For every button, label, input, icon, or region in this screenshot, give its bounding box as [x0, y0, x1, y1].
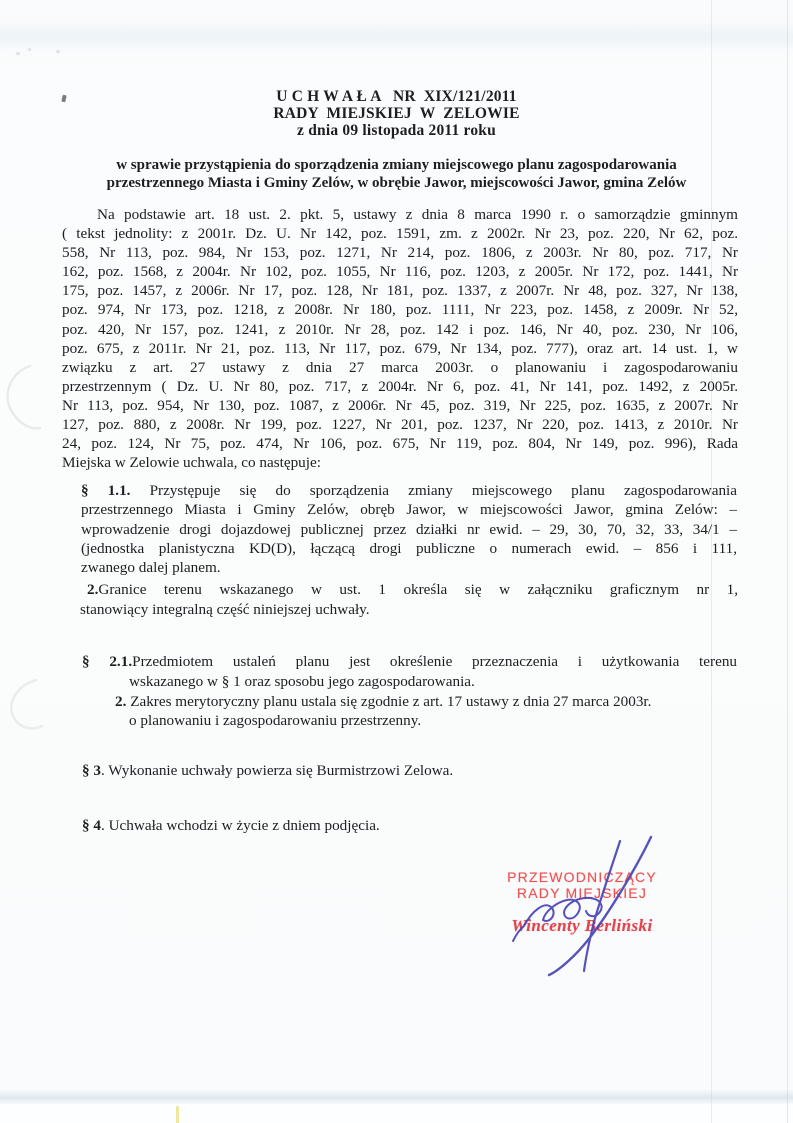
text-line: wprowadzenie drogi dojazdowej publicznej przez działki nr ewid. – 29, 30, 70, 32, 33, 34/1 –: [81, 520, 737, 538]
text-line: ( tekst jednolity: z 2001r. Dz. U. Nr 142, poz. 1591, zm. z 2002r. Nr 23, poz. 220, Nr 62, poz.: [62, 225, 738, 243]
text-line: § 4. Uchwała wchodzi w życie z dniem podjęcia.: [82, 817, 380, 834]
text-line: w sprawie przystąpienia do sporządzenia zmiany miejscowego planu zagospodarowania: [116, 157, 677, 173]
text-line: poz. 675, z 2011r. Nr 21, poz. 113, Nr 117, poz. 679, Nr 134, poz. 777), oraz art. 14 ust. 1, w: [62, 339, 738, 357]
bold-run: § 2.1.: [82, 653, 133, 670]
text-line: wskazanego w § 1 oraz sposobu jego zagospodarowania.: [129, 672, 475, 690]
text-line: przestrzennym ( Dz. U. Nr 80, poz. 717, z 2004r. Nr 6, poz. 41, Nr 141, poz. 1492, z 2005r.: [62, 377, 738, 395]
text-line: zwanego dalej planem.: [81, 559, 221, 577]
section-1-ust-2-paragraph: [80, 580, 738, 619]
text-line: przestrzennego Miasta i Gminy Zelów, obręb Jawor, w miejscowości Jawor, gmina Zelów: –: [81, 501, 737, 519]
text-line: (jednostka planistyczna KD(D), łączącą drogi publiczne o numerach ewid. – 856 i 111,: [81, 539, 737, 557]
text-line: 2. Zakres merytoryczny planu ustala się zgodnie z art. 17 ustawy z dnia 27 marca 2003r.: [115, 692, 652, 710]
text-line: 24, poz. 124, Nr 75, poz. 474, Nr 106, poz. 675, Nr 119, poz. 804, Nr 149, poz. 996), Rada: [62, 435, 738, 453]
scan-shading-top: [0, 22, 793, 50]
pencil-mark: [16, 52, 20, 55]
text-line: związku z art. 27 ustawy z dnia 27 marca 2003r. o planowaniu i zagospodarowaniu: [62, 358, 738, 376]
text-line: Miejska w Zelowie uchwala, co następuje:: [62, 454, 321, 472]
text-line: RADY MIEJSKIEJ W ZELOWIE: [273, 105, 520, 122]
bold-run: § 3: [82, 762, 101, 779]
text-line: U C H W A Ł A NR XIX/121/2011: [276, 88, 517, 105]
text-line: przestrzennego Miasta i Gminy Zelów, w obrębie Jawor, miejscowości Jawor, gmina Zelów: [106, 174, 687, 191]
text-line: 2.Granice terenu wskazanego w ust. 1 określa się w załączniku graficznym nr 1,: [87, 581, 738, 598]
text-line: 558, Nr 113, poz. 984, Nr 153, poz. 1271, Nr 214, poz. 1806, z 2003r. Nr 80, poz. 717, Nr: [62, 244, 738, 262]
document-subject: [0, 157, 793, 193]
scan-edge-bottom: [0, 1104, 793, 1123]
text-line: 175, poz. 1457, z 2006r. Nr 17, poz. 128, Nr 181, poz. 1337, z 2007r. Nr 48, poz. 327, Nr 138,: [62, 282, 738, 300]
scan-mark-yellow: [176, 1106, 179, 1123]
pencil-mark: [56, 50, 60, 53]
bold-run: § 4: [82, 817, 101, 834]
pencil-mark: [28, 48, 31, 51]
text-line: poz. 974, Nr 173, poz. 1218, z 2008r. Nr 180, poz. 1111, Nr 223, poz. 1458, z 2009r. Nr 52,: [62, 301, 738, 319]
stamp-role-line-2: RADY MIEJSKIEJ: [516, 885, 648, 901]
text-line: stanowiący integralną część niniejszej uchwały.: [80, 600, 370, 618]
text-line: poz. 420, Nr 157, poz. 1241, z 2010r. Nr 28, poz. 142 i poz. 146, Nr 40, poz. 230, Nr 106,: [62, 320, 738, 338]
text-line: Na podstawie art. 18 ust. 2. pkt. 5, ustawy z dnia 8 marca 1990 r. o samorządzie gminnym: [97, 206, 738, 223]
bold-run: 2.: [115, 692, 131, 710]
section-4-paragraph: [82, 816, 737, 835]
scan-shading-bottom: [0, 1090, 793, 1104]
text-line: z dnia 09 listopada 2011 roku: [297, 122, 496, 139]
legal-basis-paragraph: [62, 205, 738, 472]
signature-block: [492, 869, 672, 936]
text-line: § 3. Wykonanie uchwały powierza się Burmistrzowi Zelowa.: [82, 762, 454, 779]
text-line: o planowaniu i zagospodarowaniu przestrzenny.: [129, 712, 422, 730]
document-title: [0, 88, 793, 139]
text-line: 162, poz. 1568, z 2004r. Nr 102, poz. 1055, Nr 116, poz. 1203, z 2005r. Nr 172, poz. 1441, Nr: [62, 263, 738, 281]
text-line: Nr 113, poz. 954, Nr 130, poz. 1087, z 2006r. Nr 45, poz. 319, Nr 225, poz. 1635, z 2007r. Nr: [62, 396, 738, 414]
bold-run: § 1.1.: [81, 482, 131, 499]
text-line: § 1.1. Przystępuje się do sporządzenia zmiany miejscowego planu zagospodarowania: [81, 482, 737, 499]
section-2-paragraph: [82, 652, 737, 731]
text-line: 127, poz. 880, z 2008r. Nr 199, poz. 1227, Nr 201, poz. 1237, Nr 220, poz. 1413, z 2010r. Nr: [62, 416, 738, 434]
bold-run: 2.: [87, 581, 99, 598]
text-line: § 2.1.Przedmiotem ustaleń planu jest określenie przeznaczenia i użytkowania terenu: [82, 653, 738, 670]
section-3-paragraph: [82, 761, 737, 780]
section-1-paragraph: [81, 481, 737, 577]
signer-name: Wincenty Berliński: [511, 916, 653, 935]
stamp-role-line-1: PRZEWODNICZĄCY: [507, 869, 657, 885]
